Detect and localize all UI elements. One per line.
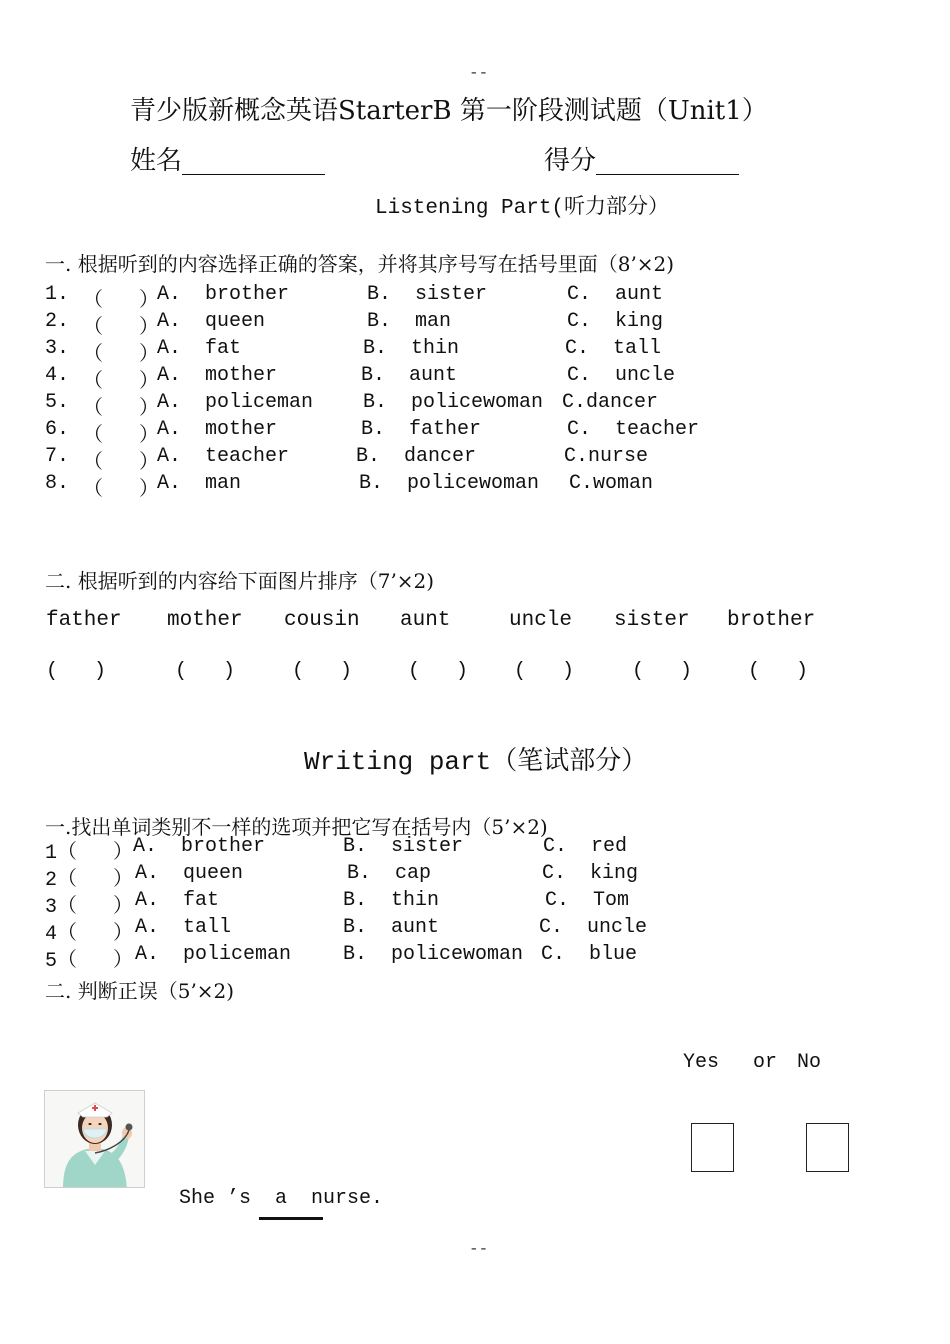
list-item: 6. （ ） A. mother B. father C. teacher [45, 418, 700, 448]
listening-section1-heading: 一. 根据听到的内容选择正确的答案，并将其序号写在括号里面（8’×2) [45, 252, 675, 276]
list-item: 2（ ） A. queen B. cap C. king [45, 862, 639, 892]
answer-paren[interactable]: ( ) [175, 660, 236, 683]
answer-paren[interactable]: ( ) [748, 660, 809, 683]
list-item: 2. （ ） A. queen B. man C. king [45, 310, 664, 340]
list-item: 5. （ ） A. policeman B. policewoman C.dancer [45, 391, 659, 421]
order-word: cousin [284, 609, 360, 632]
header-mark: -- [469, 64, 489, 82]
answer-paren[interactable]: ( ) [632, 660, 693, 683]
nurse-illustration-icon [45, 1091, 145, 1188]
nurse-photo [44, 1090, 145, 1188]
list-item: 1（ ） A. brother B. sister C. red [45, 835, 628, 865]
answer-paren[interactable]: ( ) [292, 660, 353, 683]
order-word: uncle [509, 609, 573, 632]
sentence-underline [259, 1217, 323, 1220]
list-item: 1. （ ） A. brother B. sister C. aunt [45, 283, 664, 313]
writing-section1-heading: 一.找出单词类别不一样的选项并把它写在括号内（5’×2) [45, 815, 548, 839]
no-label: No [797, 1051, 822, 1074]
order-word: brother [727, 609, 816, 632]
order-word: mother [167, 609, 243, 632]
list-item: 7. （ ） A. teacher B. dancer C.nurse [45, 445, 649, 475]
order-word: father [46, 609, 122, 632]
yes-label: Yes [683, 1051, 720, 1074]
list-item: 8. （ ） A. man B. policewoman C.woman [45, 472, 654, 502]
order-word: aunt [400, 609, 451, 632]
answer-paren[interactable]: ( ) [408, 660, 469, 683]
judge-sentence: She ’s a nurse. [179, 1187, 384, 1210]
writing-part-heading: Writing part（笔试部分） [304, 747, 648, 777]
footer-mark: -- [469, 1240, 489, 1258]
or-label: or [753, 1051, 778, 1074]
list-item: 4. （ ） A. mother B. aunt C. uncle [45, 364, 676, 394]
answer-paren[interactable]: ( ) [514, 660, 575, 683]
writing-section2-heading: 二. 判断正误（5’×2) [45, 979, 235, 1003]
page-title: 青少版新概念英语StarterB 第一阶段测试题（Unit1） [130, 96, 768, 126]
order-word: sister [614, 609, 690, 632]
score-field-label: 得分___________ [544, 146, 740, 176]
list-item: 4（ ） A. tall B. aunt C. uncle [45, 916, 648, 946]
listening-part-heading: Listening Part(听力部分） [375, 197, 670, 220]
list-item: 3（ ） A. fat B. thin C. Tom [45, 889, 630, 919]
no-checkbox[interactable] [806, 1123, 849, 1172]
answer-paren[interactable]: ( ) [46, 660, 107, 683]
list-item: 3. （ ） A. fat B. thin C. tall [45, 337, 662, 367]
listening-section2-heading: 二. 根据听到的内容给下面图片排序（7’×2) [45, 569, 435, 593]
yes-checkbox[interactable] [691, 1123, 734, 1172]
name-field-label: 姓名___________ [130, 146, 326, 176]
list-item: 5（ ） A. policeman B. policewoman C. blue [45, 943, 638, 973]
